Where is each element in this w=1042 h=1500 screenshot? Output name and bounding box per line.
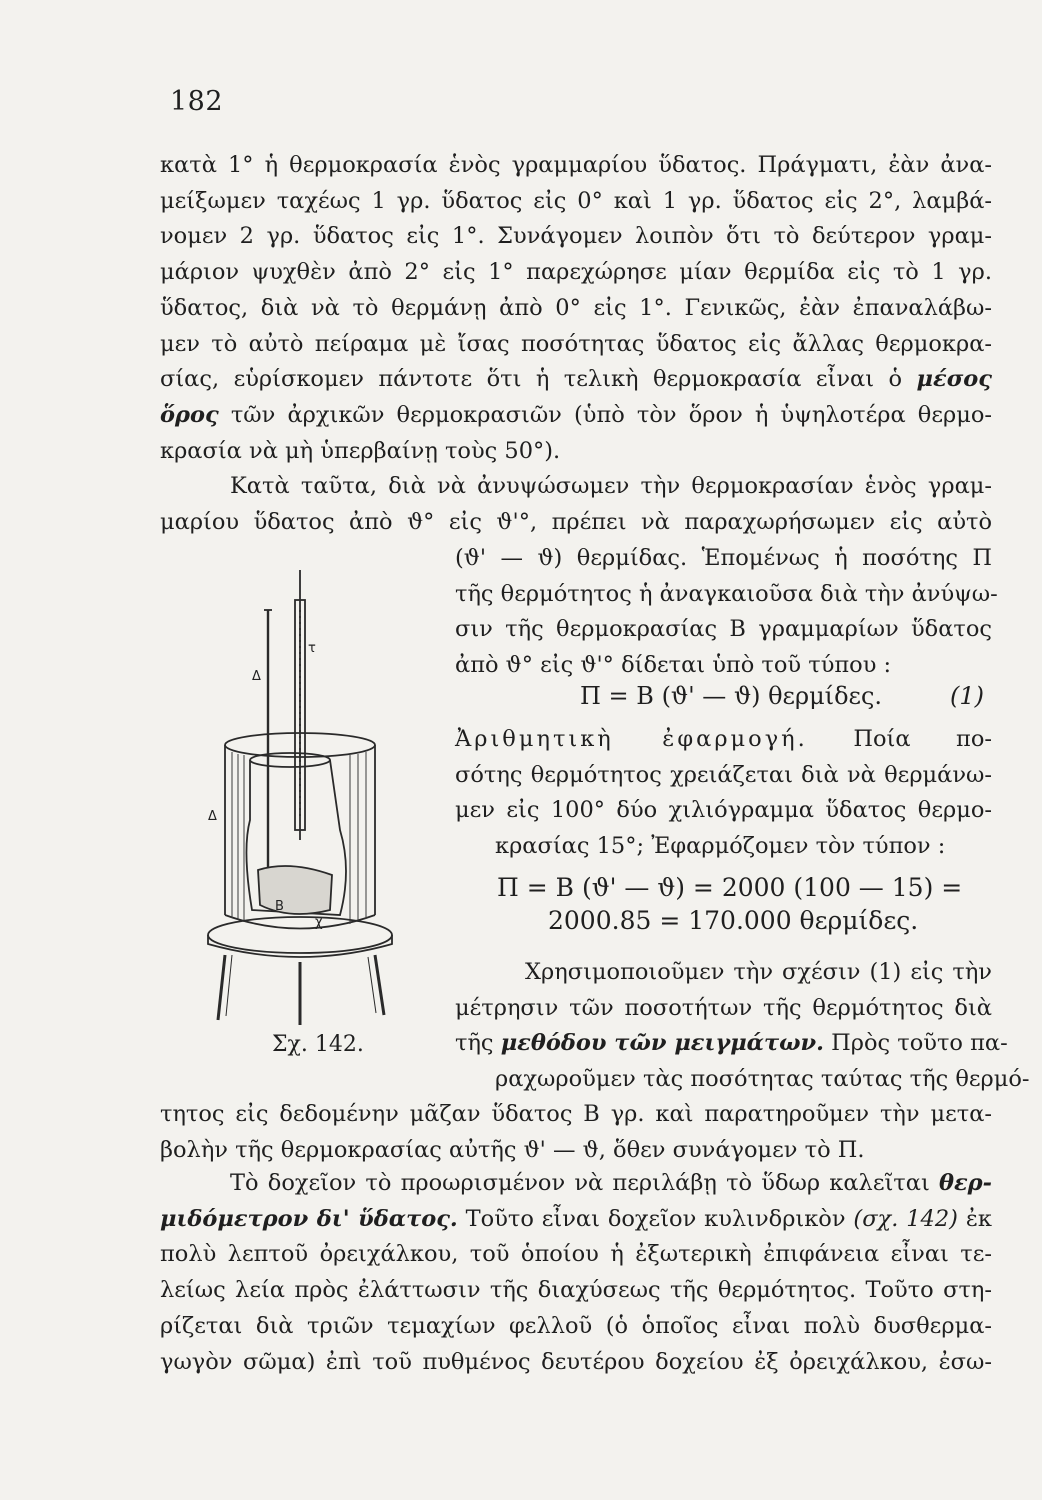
text-line: μαρίου ὕδατος ἀπὸ ϑ° εἰς ϑ'°, πρέπει νὰ παραχωρήσωμεν εἰς αὐτὸ (160, 508, 992, 535)
label-tau: τ (308, 641, 316, 656)
text-fragment: τῶν ἀρχικῶν θερμοκρασιῶν (ὑπὸ τὸν ὅρον ἡ ὑψηλοτέρα θερμο- (218, 401, 992, 428)
application-heading: Ἀριθμητικὴ ἐφαρμογή. (455, 726, 808, 752)
text-line: κρασίας 15°; Ἐφαρμόζομεν τὸν τύπον : (495, 833, 946, 860)
text-fragment: Πρὸς τοῦτο πα- (824, 1030, 1008, 1057)
page-number: 182 (170, 86, 224, 117)
text-line: σιν τῆς θερμοκρασίας Β γραμμαρίων ὕδατος (455, 616, 992, 643)
text-line: ραχωροῦμεν τὰς ποσότητας ταύτας τῆς θερμό- (495, 1066, 1030, 1093)
text-fragment: τῆς (455, 1030, 501, 1057)
text-line: μάριον ψυχθὲν ἀπὸ 2° εἰς 1° παρεχώρησε μίαν θερμίδα εἰς τὸ 1 γρ. (160, 259, 992, 286)
formula-2-line-2: 2000.85 = 170.000 θερμίδες. (548, 906, 919, 935)
text-line: Χρησιμοποιοῦμεν τὴν σχέσιν (1) εἰς τὴν (525, 959, 992, 985)
text-line: Κατὰ ταῦτα, διὰ νὰ ἀνυψώσωμεν τὴν θερμοκρασίαν ἑνὸς γραμ- (230, 473, 992, 499)
paragraph-2-continued (455, 541, 998, 684)
paragraph-4 (160, 1166, 992, 1380)
label-beta: Β (275, 899, 284, 914)
text-line: (ϑ' — ϑ) θερμίδας. Ἑπομένως ἡ ποσότης Π (455, 545, 992, 571)
text-fragment: σίας, εὑρίσκομεν πάντοτε ὅτι ἡ τελικὴ θερμοκρασία εἶναι ὁ (160, 366, 903, 393)
text-line: μεν εἰς 100° δύο χιλιόγραμμα ὕδατος θερμο- (455, 797, 992, 824)
text-line (160, 362, 992, 398)
water-level (258, 866, 332, 914)
text-line: λείως λεία πρὸς ἐλάττωσιν τῆς διαχύσεως τῆς θερμότητος. Τοῦτο στη- (160, 1277, 992, 1304)
text-line: τῆς θερμότητος ἡ ἀναγκαιοῦσα διὰ τὴν ἀνύψω- (455, 580, 998, 607)
text-line (160, 398, 992, 434)
label-delta-side: Δ (208, 809, 217, 824)
paragraph-2 (160, 469, 992, 540)
formula-text: Π = Β (ϑ' — ϑ) θερμίδες. (580, 682, 883, 710)
text-line: μεν τὸ αὐτὸ πείραμα μὲ ἴσας ποσότητας ὕδατος εἰς ἄλλας θερμοκρα- (160, 330, 992, 357)
emphasis-method: μεθόδου τῶν μειγμάτων. (500, 1030, 824, 1057)
text-line: σότης θερμότητος χρειάζεται διὰ νὰ θερμάνω- (455, 761, 992, 788)
text-line: γωγὸν σῶμα) ἐπὶ τοῦ πυθμένος δευτέρου δοχείου ἐξ ὀρειχάλκου, ἐσω- (160, 1348, 992, 1375)
text-line: μείξωμεν ταχέως 1 γρ. ὕδατος εἰς 0° καὶ 1 γρ. ὕδατος εἰς 2°, λαμβά- (160, 187, 992, 214)
stand-top (208, 917, 392, 953)
formula-1 (580, 682, 882, 710)
formula-tag: (1) (950, 682, 984, 710)
text-line (455, 722, 992, 758)
emphasis-term: μιδόμετρον δι' ὕδατος. (160, 1205, 458, 1232)
text-fragment: ἐκ (957, 1205, 992, 1232)
text-line: κατὰ 1° ἡ θερμοκρασία ἑνὸς γραμμαρίου ὕδατος. Πράγματι, ἐὰν ἀνα- (160, 152, 992, 178)
emphasis-term: ὅρος (160, 401, 219, 428)
text-fragment: Ποία πο- (807, 726, 992, 752)
text-line (160, 1202, 992, 1238)
stand-leg (218, 955, 225, 1020)
text-line: νομεν 2 γρ. ὕδατος εἰς 1°. Συνάγομεν λοιπὸν ὅτι τὸ δεύτερον γραμ- (160, 223, 992, 250)
text-line: ἀπὸ ϑ° εἰς ϑ'° δίδεται ὑπὸ τοῦ τύπου : (455, 652, 892, 679)
text-fragment: Τὸ δοχεῖον τὸ προωρισμένον νὰ περιλάβῃ τὸ ὕδωρ καλεῖται (230, 1170, 930, 1196)
text-fragment: Τοῦτο εἶναι δοχεῖον κυλινδρικὸν (457, 1205, 846, 1232)
text-line (455, 1026, 1008, 1062)
text-line (160, 1166, 992, 1202)
formula-2-line-1: Π = Β (ϑ' — ϑ) = 2000 (100 — 15) = (497, 873, 963, 902)
calorimeter-figure (180, 570, 420, 1060)
text-line: μέτρησιν τῶν ποσοτήτων τῆς θερμότητος διὰ (455, 994, 992, 1021)
application-paragraph (455, 722, 992, 865)
text-line: κρασία νὰ μὴ ὑπερβαίνῃ τοὺς 50°). (160, 437, 561, 464)
figure-reference: (σχ. 142) (853, 1205, 958, 1232)
text-line: ὕδατος, διὰ νὰ τὸ θερμάνῃ ἀπὸ 0° εἰς 1°. Γενικῶς, ἐὰν ἐπαναλάβω- (160, 294, 992, 321)
paragraph-3-continued (160, 1097, 992, 1168)
text-line: τητος εἰς δεδομένην μᾶζαν ὕδατος Β γρ. καὶ παρατηροῦμεν τὴν μετα- (160, 1101, 992, 1127)
text-line: ρίζεται διὰ τριῶν τεμαχίων φελλοῦ (ὁ ὁποῖος εἶναι πολὺ δυσθερμα- (160, 1312, 992, 1339)
figure-caption: Σχ. 142. (272, 1032, 364, 1057)
emphasis-term: θερ- (938, 1170, 992, 1196)
calorimeter-illustration (180, 570, 420, 1060)
emphasis-mean: μέσος (916, 366, 992, 393)
label-chi: χ (315, 915, 323, 930)
label-delta-top: Δ (252, 669, 261, 684)
paragraph-1 (160, 148, 992, 469)
stand-leg (375, 955, 384, 1015)
paragraph-3 (455, 955, 1030, 1098)
text-line: βολὴν τῆς θερμοκρασίας αὐτῆς ϑ' — ϑ, ὅθεν συνάγομεν τὸ Π. (160, 1136, 865, 1163)
text-line: πολὺ λεπτοῦ ὀρειχάλκου, τοῦ ὁποίου ἡ ἐξωτερικὴ ἐπιφάνεια εἶναι τε- (160, 1241, 992, 1268)
